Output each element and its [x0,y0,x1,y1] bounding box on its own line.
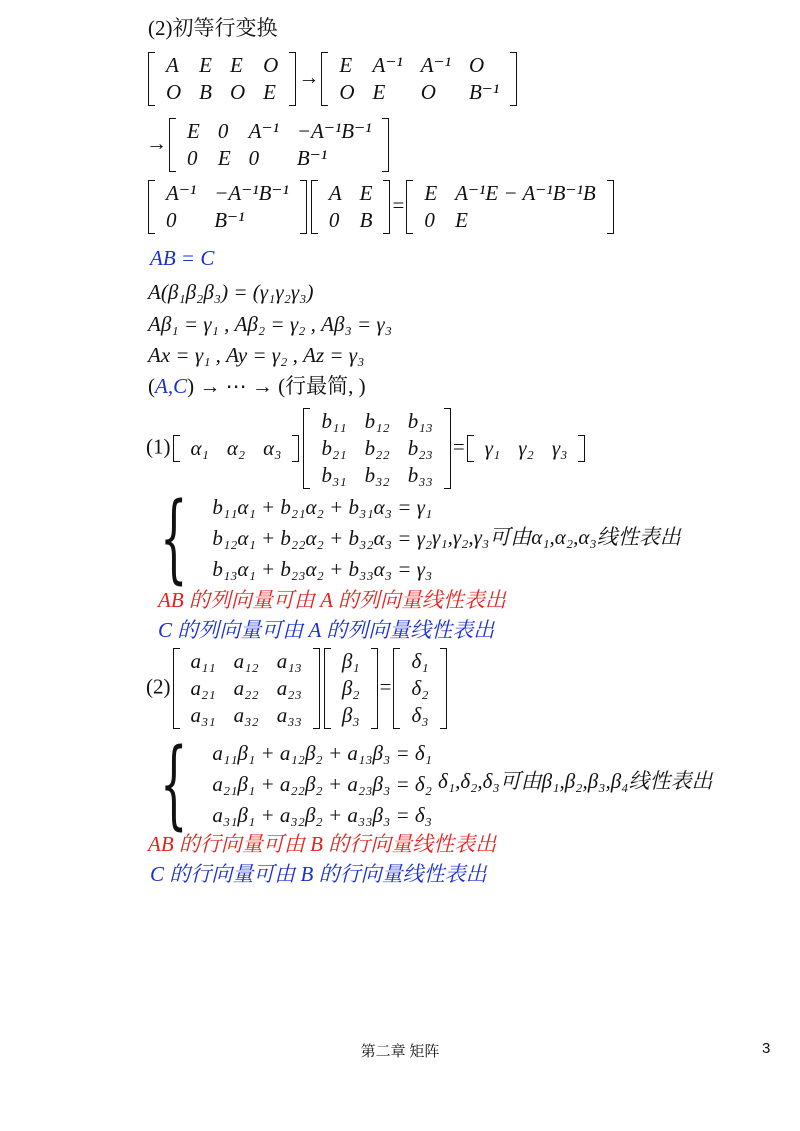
matrix-m5 [311,180,391,234]
matrix-cell: A [328,181,342,205]
matrix-cell: B [199,80,212,104]
equation-line-d: (A,C) → ⋯ → (行最简, ) [148,374,366,398]
matrix-cell: γ₃ [551,436,568,460]
matrix-cell: A⁻¹ [420,53,451,77]
matrix-cell: a₂₂ [233,676,259,700]
matrix-cell: β₂ [341,676,360,700]
matrix-cell: −A⁻¹B⁻¹ [296,119,372,143]
matrix-cell: a₃₃ [276,703,302,727]
matrix-cell: O [339,80,355,104]
matrix-cell: α₁ [190,436,209,460]
matrix-cell: E [199,53,212,77]
matrix-cell: A [166,53,179,77]
matrix-cell: β₁ [341,649,360,673]
matrix-cell: E [359,181,373,205]
matrix-cell: B⁻¹ [296,146,328,170]
arrow: → [146,130,167,155]
equation-line-c: Ax = γ₁ , Ay = γ₂ , Az = γ₃ [148,343,365,367]
column-vector-beta [324,648,378,729]
matrix-cell: α₂ [226,436,246,460]
system-2: { a₁₁β₁ + a₁₂β₂ + a₁₃β₃ = δ₁ a₂₁β₁ + a₂₂β₂ + a₂₃β₃ = δ₂ a₃₁β₁ + a₃₂β₂ + a₃₃β₃ = δ₃ [160,728,432,840]
row-vector-gamma [467,435,586,462]
note-red-rows: AB 的行向量可由 B 的行向量线性表出 [148,832,497,856]
matrix-cell: 0 [328,208,340,232]
matrix-cell: δ₃ [411,703,429,727]
matrix-cell: a₃₁ [190,703,216,727]
matrix-cell: a₁₂ [233,649,259,673]
ab-equals-c: AB = C [150,246,215,270]
matrix-cell: E [372,80,386,104]
matrix-cell: b₂₂ [364,436,390,460]
arrow: → [298,64,320,89]
matrix-cell: b₁₁ [321,409,347,433]
matrix-cell: a₃₂ [233,703,259,727]
matrix-cell: O [263,53,279,77]
row-vector-alpha [173,435,300,462]
matrix-cell: A⁻¹E − A⁻¹B⁻¹B [455,181,596,205]
matrix-cell: 0 [166,208,177,232]
matrix-cell: O [468,53,485,77]
matrix-cell: b₁₃ [407,409,433,433]
matrix-b [303,408,450,489]
matrix-cell: O [420,80,436,104]
matrix-cell: E [339,53,353,77]
matrix-cell: 0 [217,119,229,143]
note-blue-rows: C 的行向量可由 B 的行向量线性表出 [150,862,487,886]
matrix-cell: A⁻¹ [166,181,197,205]
row-combination-eq: (2) a₁₁ a₁₂ a₁₃ a₂₁ a₂₂ a₂₃ a₃₁ a₃₂ a₃₃ β₁ β₂ β₃ = δ₁ δ₂ δ₃ [146,648,449,729]
matrix-cell: 0 [424,208,435,232]
matrix-cell: b₁₂ [364,409,390,433]
system-1: { b₁₁α₁ + b₂₁α₂ + b₃₁α₃ = γ₁ b₁₂α₁ + b₂₂α₂ + b₃₂α₃ = γ₂ b₁₃α₁ + b₂₃α₂ + b₃₃α₃ = γ₃ [160,482,433,594]
matrix-cell: δ₂ [411,676,429,700]
page-number: 3 [762,1040,771,1057]
matrix-cell: δ₁ [411,649,429,673]
matrix-a [173,648,320,729]
matrix-cell: E [263,80,276,104]
note-blue-columns: C 的列向量可由 A 的列向量线性表出 [158,618,495,642]
matrix-cell: α₃ [263,436,282,460]
column-combination-eq: (1) α₁ α₂ α₃ b₁₁ b₁₂ b₁₃ b₂₁ b₂₂ b₂₃ b₃₁ b₃₂ b₃₃ = γ₁ γ₂ γ₃ [146,408,587,489]
matrix-cell: E [230,53,243,77]
matrix-cell: b₃₂ [364,463,390,487]
matrix-cell: γ₁ [484,436,501,460]
column-vector-delta [393,648,446,729]
matrix-m6 [406,180,613,234]
page-footer: 第二章 矩阵 [360,1044,440,1060]
matrix-cell: 0 [248,146,260,170]
matrix-cell: E [217,146,231,170]
matrix-cell: E [455,208,468,232]
equation-line-a: A(β₁β₂β₃) = (γ₁γ₂γ₃) [148,280,314,304]
matrix-cell: A⁻¹ [372,53,403,77]
matrix-cell: B⁻¹ [468,80,500,104]
matrix-cell: a₂₃ [276,676,302,700]
equation-line-b: Aβ₁ = γ₁ , Aβ₂ = γ₂ , Aβ₃ = γ₃ [148,312,393,336]
matrix-m1 [148,52,296,106]
system-1-equations: b₁₁α₁ + b₂₁α₂ + b₃₁α₃ = γ₁ b₁₂α₁ + b₂₂α₂ + b₃₂α₃ = γ₂ b₁₃α₁ + b₂₃α₂ + b₃₃α₃ = γ₃ [212,494,433,581]
matrix-cell: β₃ [341,703,360,727]
matrix-cell: B [359,208,373,232]
block-matrix-product [146,180,616,234]
matrix-cell: b₃₃ [407,463,433,487]
matrix-cell: B⁻¹ [214,208,245,232]
equals-sign: = [392,192,405,217]
matrix-cell: E [187,119,200,143]
matrix-cell: E [424,181,438,205]
matrix-m4 [148,180,307,234]
matrix-cell: b₂₃ [407,436,433,460]
matrix-cell: 0 [187,146,198,170]
matrix-cell: b₃₁ [321,463,347,487]
matrix-cell: b₂₁ [321,436,347,460]
system-2-equations: a₁₁β₁ + a₁₂β₂ + a₁₃β₃ = δ₁ a₂₁β₁ + a₂₂β₂ + a₂₃β₃ = δ₂ a₃₁β₁ + a₃₂β₂ + a₃₃β₃ = δ₃ [212,740,432,827]
matrix-cell: O [230,80,246,104]
section-heading: (2)初等行变换 [148,16,278,40]
system-2-note: δ₁,δ₂,δ₃可由β₁,β₂,β₃,β₄线性表出 [438,769,713,793]
block-matrix-row-2 [146,118,391,172]
matrix-ac: A,C [155,374,188,398]
note-red-columns: AB 的列向量可由 A 的列向量线性表出 [158,588,506,612]
matrix-cell: O [166,80,182,104]
matrix-cell: A⁻¹ [248,119,279,143]
matrix-cell: γ₂ [518,436,534,460]
matrix-m3 [169,118,389,172]
matrix-m2 [321,52,517,106]
system-1-note: γ₁,γ₂,γ₃可由α₁,α₂,α₃线性表出 [432,525,681,549]
matrix-cell: a₁₃ [276,649,302,673]
block-matrix-row-1 [146,52,519,106]
matrix-cell: −A⁻¹B⁻¹ [214,181,289,205]
matrix-cell: a₂₁ [190,676,216,700]
matrix-cell: a₁₁ [190,649,216,673]
